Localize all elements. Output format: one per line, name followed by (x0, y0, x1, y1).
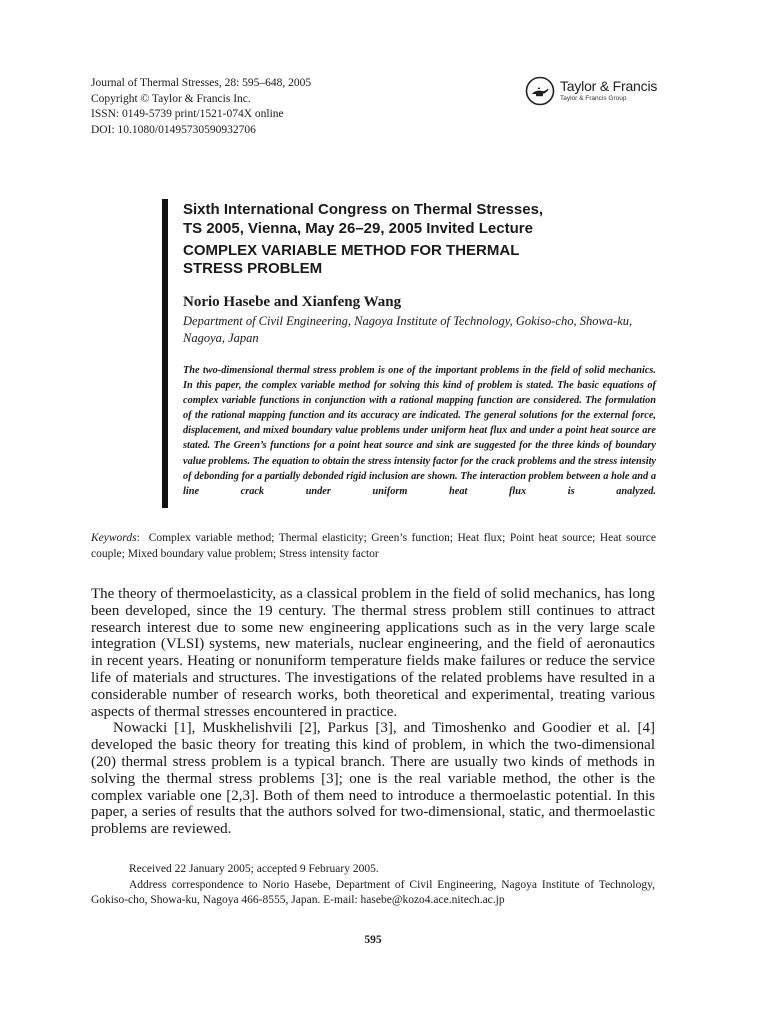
title-side-bar (162, 199, 168, 508)
congress-line-1: Sixth International Congress on Thermal Stresses, (183, 201, 544, 218)
authors: Norio Hasebe and Xianfeng Wang (183, 294, 402, 310)
congress-line-2: TS 2005, Vienna, May 26–29, 2005 Invited Lecture (183, 220, 533, 237)
title-line-1: COMPLEX VARIABLE METHOD FOR THERMAL (183, 242, 520, 259)
keywords-text: Complex variable method; Thermal elasticity; Green’s function; Heat flux; Point heat source; Heat source couple; Mixed boundary value problem; Stress intensity factor (91, 532, 656, 560)
publisher-group: Taylor & Francis Group (560, 95, 627, 102)
body-paragraph: Nowacki [1], Muskhelishvili [2], Parkus [3], and Timoshenko and Goodier et al. [4] developed the basic theory for treating this kind of problem, in which the two-dimensional (20) thermal stress problem is a typical branch. There are usually two kinds of methods in solving the thermal stress problems [3]; one is the real variable method, the other is the complex variable one [2,3]. Both of them need to introduce a thermoelastic potential. In this paper, a series of results that the authors solved for two-dimensional, static, and thermoelastic problems are reviewed. (91, 720, 655, 838)
congress-heading (183, 200, 653, 238)
doi-line: DOI: 10.1080/01495730590932706 (91, 123, 256, 136)
issn-line: ISSN: 0149-5739 print/1521-074X online (91, 108, 284, 120)
journal-citation: Journal of Thermal Stresses, 28: 595–648, 2005 (91, 77, 312, 89)
abstract: The two-dimensional thermal stress problem is one of the important problems in the field of solid mechanics. In this paper, the complex variable method for solving this kind of problem is stated. The basic equations of complex variable functions in conjunction with a rational mapping function are considered. The formulation of the rational mapping function and its accuracy are indicated. The general solutions for the external force, displacement, and mixed boundary value problems under uniform heat flux and under a point heat source are stated. The Green’s functions for a point heat source and sink are suggested for the three kinds of boundary value problems. The equation to obtain the stress intensity factor for the crack problems and the stress intensity of debonding for a partially debonded rigid inclusion are shown. The interaction problem between a hole and a line crack under uniform heat flux is analyzed. (183, 365, 656, 497)
affiliation: Department of Civil Engineering, Nagoya Institute of Technology, Gokiso-cho, Showa-ku, Nagoya, Japan (183, 314, 633, 345)
received-note: Received 22 January 2005; accepted 9 February 2005. (129, 863, 379, 875)
correspondence-note: Address correspondence to Norio Hasebe, Department of Civil Engineering, Nagoya Institute of Technology, Gokiso-cho, Showa-ku, Nagoya 466-8555, Japan. E-mail: hasebe@kozo4.ace.nitech.ac.jp (91, 878, 655, 906)
copyright-line: Copyright © Taylor & Francis Inc. (91, 92, 251, 105)
journal-info (91, 76, 311, 138)
keywords: Keywords: Complex variable method; Thermal elasticity; Green’s function; Heat flux; Point heat source; Heat source couple; Mixed boundary value problem; Stress intensity factor (91, 532, 656, 560)
footnote (91, 862, 655, 909)
page-number: 595 (364, 934, 382, 946)
publisher-logo (525, 74, 660, 110)
body-paragraph: The theory of thermoelasticity, as a classical problem in the field of solid mechanics, has long been developed, since the 19 century. The thermal stress problem still continues to attract research interest due to some new engineering applications such as in the very large scale integration (VLSI) systems, new materials, nuclear engineering, and the field of aeronautics in recent years. Heating or nonuniform temperature fields make failures or reduce the service life of materials and structures. The investigations of the related problems have resulted in a considerable number of research works, both theoretical and experimental, treating various aspects of thermal stresses encountered in practice. (91, 586, 655, 720)
publisher-name: Taylor & Francis (560, 78, 658, 94)
body-text (91, 586, 655, 838)
paper-title (183, 242, 653, 278)
oil-lamp-logo-icon (525, 76, 555, 106)
keywords-label: Keywords (91, 532, 137, 544)
title-line-2: STRESS PROBLEM (183, 260, 323, 277)
